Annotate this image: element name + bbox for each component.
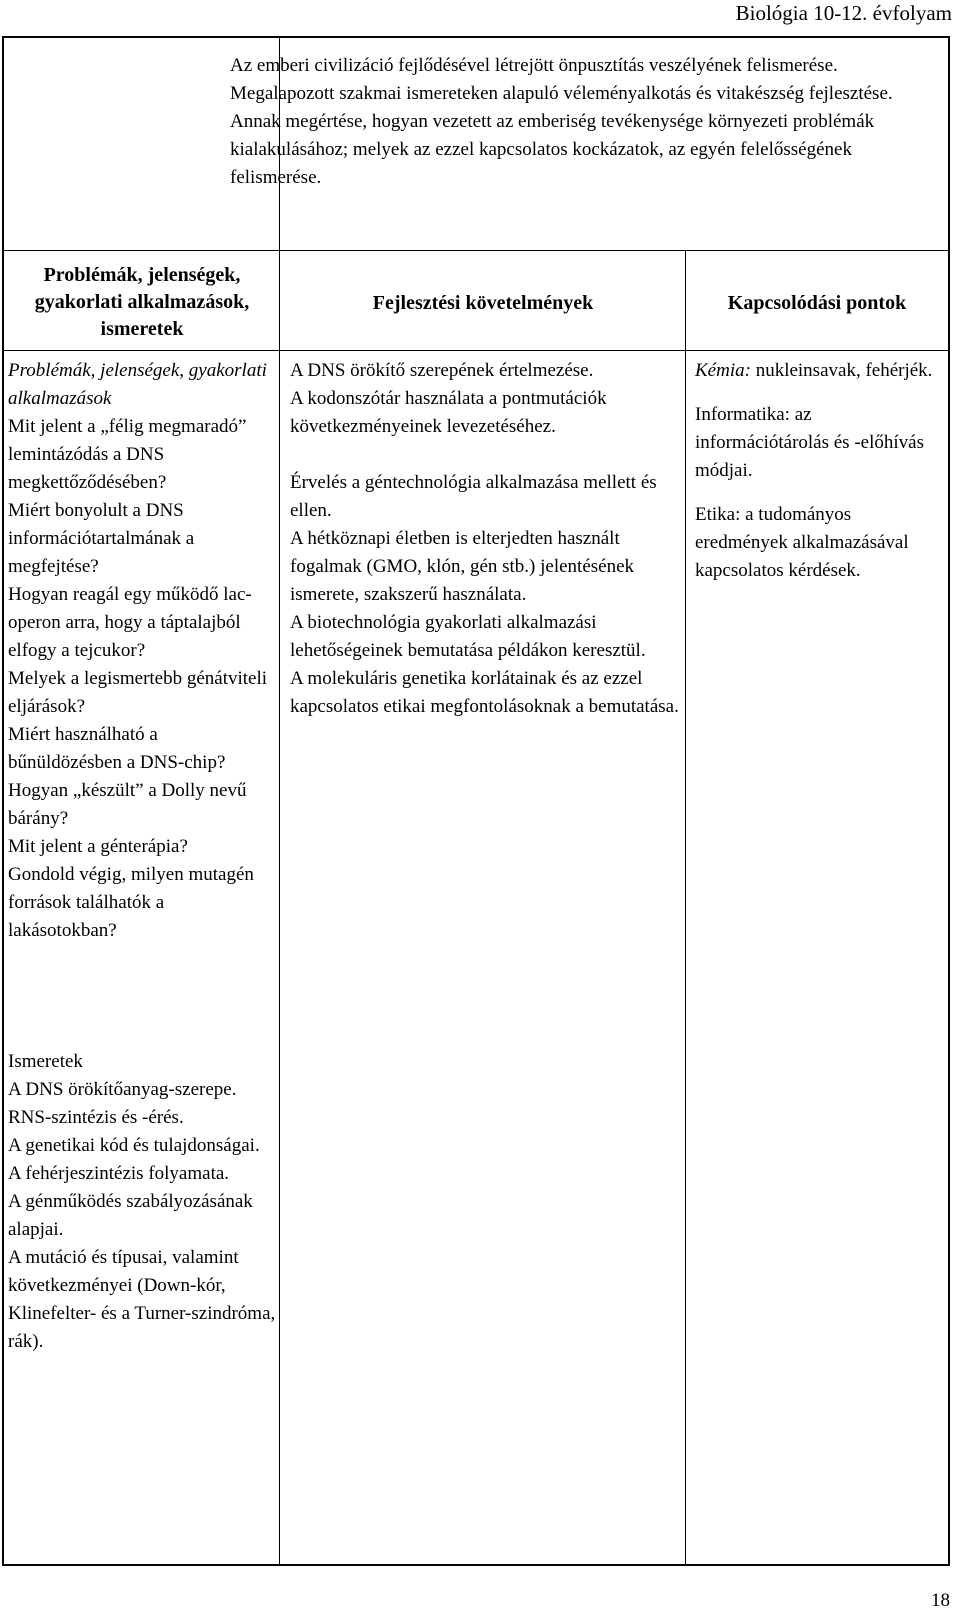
page-number: 18 (931, 1590, 950, 1611)
question-4: Melyek a legismertebb génátviteli eljárások? (8, 668, 268, 717)
row-divider-top (2, 250, 950, 251)
question-6: Hogyan „készült” a Dolly nevű bárány? (8, 780, 247, 829)
question-2: Miért bonyolult a DNS információtartalmának a megfejtése? (8, 500, 195, 577)
knowledge-2: RNS-szintézis és -érés. (8, 1107, 184, 1128)
knowledge-1: A DNS örökítőanyag-szerepe. (8, 1079, 237, 1100)
kemia-label: Kémia: (695, 360, 751, 381)
col1-knowledge (8, 1048, 278, 1356)
row-divider-header (2, 350, 950, 351)
header-col3: Kapcsolódási pontok (727, 292, 907, 314)
question-7: Mit jelent a génterápia? (8, 836, 188, 857)
top-block-paragraph-3: Annak megértése, hogyan vezetett az emberiség tevékenysége környezeti problémák kialakulásához; melyek az ezzel kapcsolatos kockázatok, az egyén felelősségének felismerése. (230, 111, 875, 188)
requirement-a2: A kodonszótár használata a pontmutációk következményeinek levezetéséhez. (290, 388, 607, 437)
requirement-b1: Érvelés a géntechnológia alkalmazása mellett és ellen. (290, 472, 657, 521)
col1-section-title: Problémák, jelenségek, gyakorlati alkalmazások (8, 360, 267, 409)
header-col1: Problémák, jelenségek, gyakorlati alkalmazások, ismeretek (34, 264, 250, 340)
requirement-b2: A hétköznapi életben is elterjedten használt fogalmak (GMO, klón, gén stb.) jelentésének ismerete, szakszerű használata. (290, 528, 635, 605)
requirement-b4: A molekuláris genetika korlátainak és az ezzel kapcsolatos etikai megfontolásoknak a bemutatása. (290, 668, 679, 717)
col2-requirements (290, 357, 685, 721)
question-1: Mit jelent a „félig megmaradó” lemintázódás a DNS megkettőződésében? (8, 416, 247, 493)
col1-questions (8, 357, 273, 945)
knowledge-3: A genetikai kód és tulajdonságai. (8, 1135, 260, 1156)
requirement-b3: A biotechnológia gyakorlati alkalmazási lehetőségeinek bemutatása példákon keresztül. (290, 612, 646, 661)
connection-kemia (695, 357, 935, 385)
knowledge-4: A fehérjeszintézis folyamata. (8, 1163, 230, 1184)
requirement-a1: A DNS örökítő szerepének értelmezése. (290, 360, 594, 381)
question-5: Miért használható a bűnüldözésben a DNS-chip? (8, 724, 226, 773)
col3-connections (695, 357, 935, 585)
header-col2: Fejlesztési követelmények (372, 292, 594, 314)
question-3: Hogyan reagál egy működő lac-operon arra, hogy a táptalajból elfogy a tejcukor? (8, 584, 252, 661)
question-8: Gondold végig, milyen mutagén források találhatók a lakásotokban? (8, 864, 254, 941)
kemia-text: nukleinsavak, fehérjék. (750, 360, 933, 381)
top-block-paragraph-1: Az emberi civilizáció fejlődésével létrejött önpusztítás veszélyének felismerése. (230, 55, 838, 76)
document-header: Biológia 10-12. évfolyam (735, 1, 952, 25)
column-divider-1 (279, 36, 280, 1566)
connection-informatika: Informatika: az információtárolás és -előhívás módjai. (695, 404, 924, 481)
column-divider-2 (685, 250, 686, 1566)
top-block-paragraph-2: Megalapozott szakmai ismereteken alapuló véleményalkotás és vitakészség fejlesztése. (230, 83, 893, 104)
knowledge-6: A mutáció és típusai, valamint következményei (Down-kór, Klinefelter- és a Turner-szindróma, rák). (8, 1247, 276, 1352)
knowledge-title: Ismeretek (8, 1051, 83, 1072)
knowledge-5: A génműködés szabályozásának alapjai. (8, 1191, 253, 1240)
top-block (230, 52, 930, 192)
connection-etika: Etika: a tudományos eredmények alkalmazásával kapcsolatos kérdések. (695, 504, 909, 581)
